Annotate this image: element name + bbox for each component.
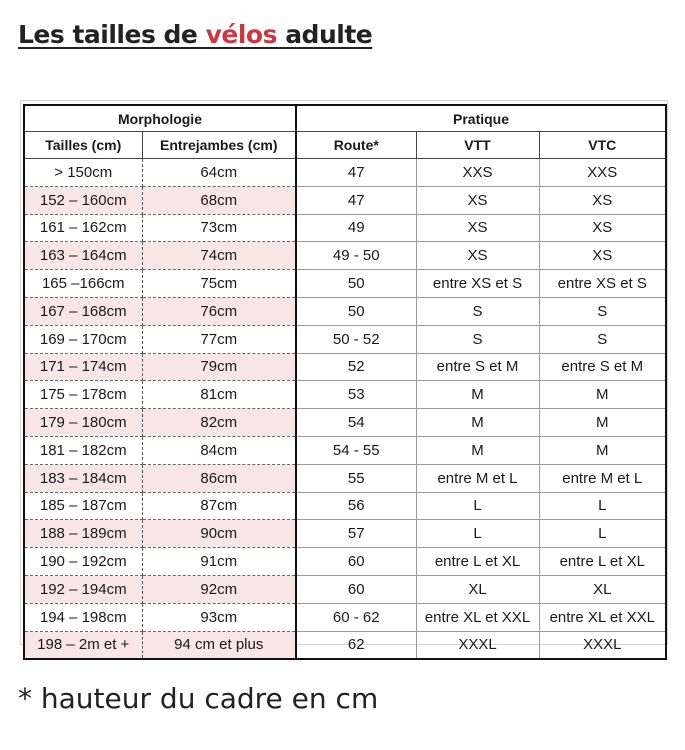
table-cell: 171 – 174cm [24,353,142,381]
table-cell: 152 – 160cm [24,186,142,214]
table-cell: 183 – 184cm [24,464,142,492]
table-cell: 81cm [142,381,296,409]
table-cell: entre XL et XXL [539,603,666,631]
table-cell: 68cm [142,186,296,214]
title-suffix: adulte [276,20,373,49]
size-chart-image [20,100,668,654]
table-cell: > 150cm [24,159,142,187]
table-cell: 76cm [142,297,296,325]
table-row [24,270,666,298]
table-cell: 49 [296,214,416,242]
table-cell: XXS [416,159,539,187]
table-row [24,186,666,214]
table-cell: 194 – 198cm [24,603,142,631]
column-header: Entrejambes (cm) [142,132,296,159]
table-cell: 73cm [142,214,296,242]
table-cell: S [539,325,666,353]
table-row [24,325,666,353]
table-cell: S [416,297,539,325]
table-cell: XL [539,575,666,603]
page-title [18,20,372,49]
table-cell: 54 [296,409,416,437]
table-row [24,297,666,325]
table-row [24,353,666,381]
table-cell: XS [539,242,666,270]
table-cell: entre XS et S [416,270,539,298]
table-cell: 185 – 187cm [24,492,142,520]
table-cell: 56 [296,492,416,520]
table-cell: 55 [296,464,416,492]
table-cell: 93cm [142,603,296,631]
table-cell: 60 [296,548,416,576]
table-cell: 50 [296,270,416,298]
table-cell: 87cm [142,492,296,520]
table-row [24,214,666,242]
table-row [24,548,666,576]
table-cell: 49 - 50 [296,242,416,270]
table-cell: 75cm [142,270,296,298]
table-body [24,159,666,660]
column-header: VTT [416,132,539,159]
table-cell: 84cm [142,436,296,464]
column-header: Tailles (cm) [24,132,142,159]
table-cell: 192 – 194cm [24,575,142,603]
table-cell: 181 – 182cm [24,436,142,464]
table-row [24,631,666,659]
title-prefix: Les tailles de [18,20,206,49]
table-cell: 77cm [142,325,296,353]
table-cell: M [416,436,539,464]
column-header: VTC [539,132,666,159]
table-cell: 74cm [142,242,296,270]
table-cell: 198 – 2m et + [24,631,142,659]
table-row [24,409,666,437]
table-cell: 175 – 178cm [24,381,142,409]
table-cell: 64cm [142,159,296,187]
table-cell: 52 [296,353,416,381]
table-cell: 60 - 62 [296,603,416,631]
table-cell: 50 - 52 [296,325,416,353]
table-cell: 94 cm et plus [142,631,296,659]
table-cell: entre XL et XXL [416,603,539,631]
table-row [24,575,666,603]
table-cell: 82cm [142,409,296,437]
table-cell: entre XS et S [539,270,666,298]
table-cell: S [416,325,539,353]
table-cell: XXXL [539,631,666,659]
table-cell: entre S et M [539,353,666,381]
table-cell: L [539,520,666,548]
table-cell: 86cm [142,464,296,492]
table-row [24,436,666,464]
table-row [24,381,666,409]
table-cell: 90cm [142,520,296,548]
table-cell: 165 –166cm [24,270,142,298]
table-cell: 190 – 192cm [24,548,142,576]
table-cell: 54 - 55 [296,436,416,464]
size-chart-table [23,104,667,660]
table-cell: XXS [539,159,666,187]
header-pratique: Pratique [296,105,666,132]
table-row [24,464,666,492]
table-cell: 161 – 162cm [24,214,142,242]
table-row [24,242,666,270]
table-cell: 50 [296,297,416,325]
table-cell: M [416,409,539,437]
table-row [24,603,666,631]
footnote: * hauteur du cadre en cm [18,682,379,715]
table-row [24,492,666,520]
table-cell: 47 [296,186,416,214]
table-cell: S [539,297,666,325]
table-cell: 79cm [142,353,296,381]
table-cell: XS [416,186,539,214]
table-row [24,520,666,548]
table-cell: 60 [296,575,416,603]
table-cell: XS [539,186,666,214]
column-header: Route* [296,132,416,159]
table-cell: XS [416,214,539,242]
table-cell: XS [416,242,539,270]
table-cell: 47 [296,159,416,187]
table-cell: M [539,436,666,464]
table-cell: M [539,409,666,437]
table-row [24,159,666,187]
table-cell: L [416,492,539,520]
table-cell: 179 – 180cm [24,409,142,437]
table-cell: entre S et M [416,353,539,381]
table-cell: L [416,520,539,548]
table-cell: XXXL [416,631,539,659]
table-cell: 169 – 170cm [24,325,142,353]
table-cell: 91cm [142,548,296,576]
table-cell: 57 [296,520,416,548]
table-cell: L [539,492,666,520]
table-cell: 188 – 189cm [24,520,142,548]
table-cell: entre M et L [539,464,666,492]
table-cell: entre L et XL [416,548,539,576]
table-cell: entre L et XL [539,548,666,576]
header-morphologie: Morphologie [24,105,296,132]
table-cell: XL [416,575,539,603]
table-cell: 92cm [142,575,296,603]
table-cell: M [416,381,539,409]
table-cell: 167 – 168cm [24,297,142,325]
table-cell: 62 [296,631,416,659]
table-cell: 163 – 164cm [24,242,142,270]
table-cell: 53 [296,381,416,409]
table-cell: entre M et L [416,464,539,492]
table-cell: M [539,381,666,409]
table-cell: XS [539,214,666,242]
title-accent: vélos [205,20,277,49]
